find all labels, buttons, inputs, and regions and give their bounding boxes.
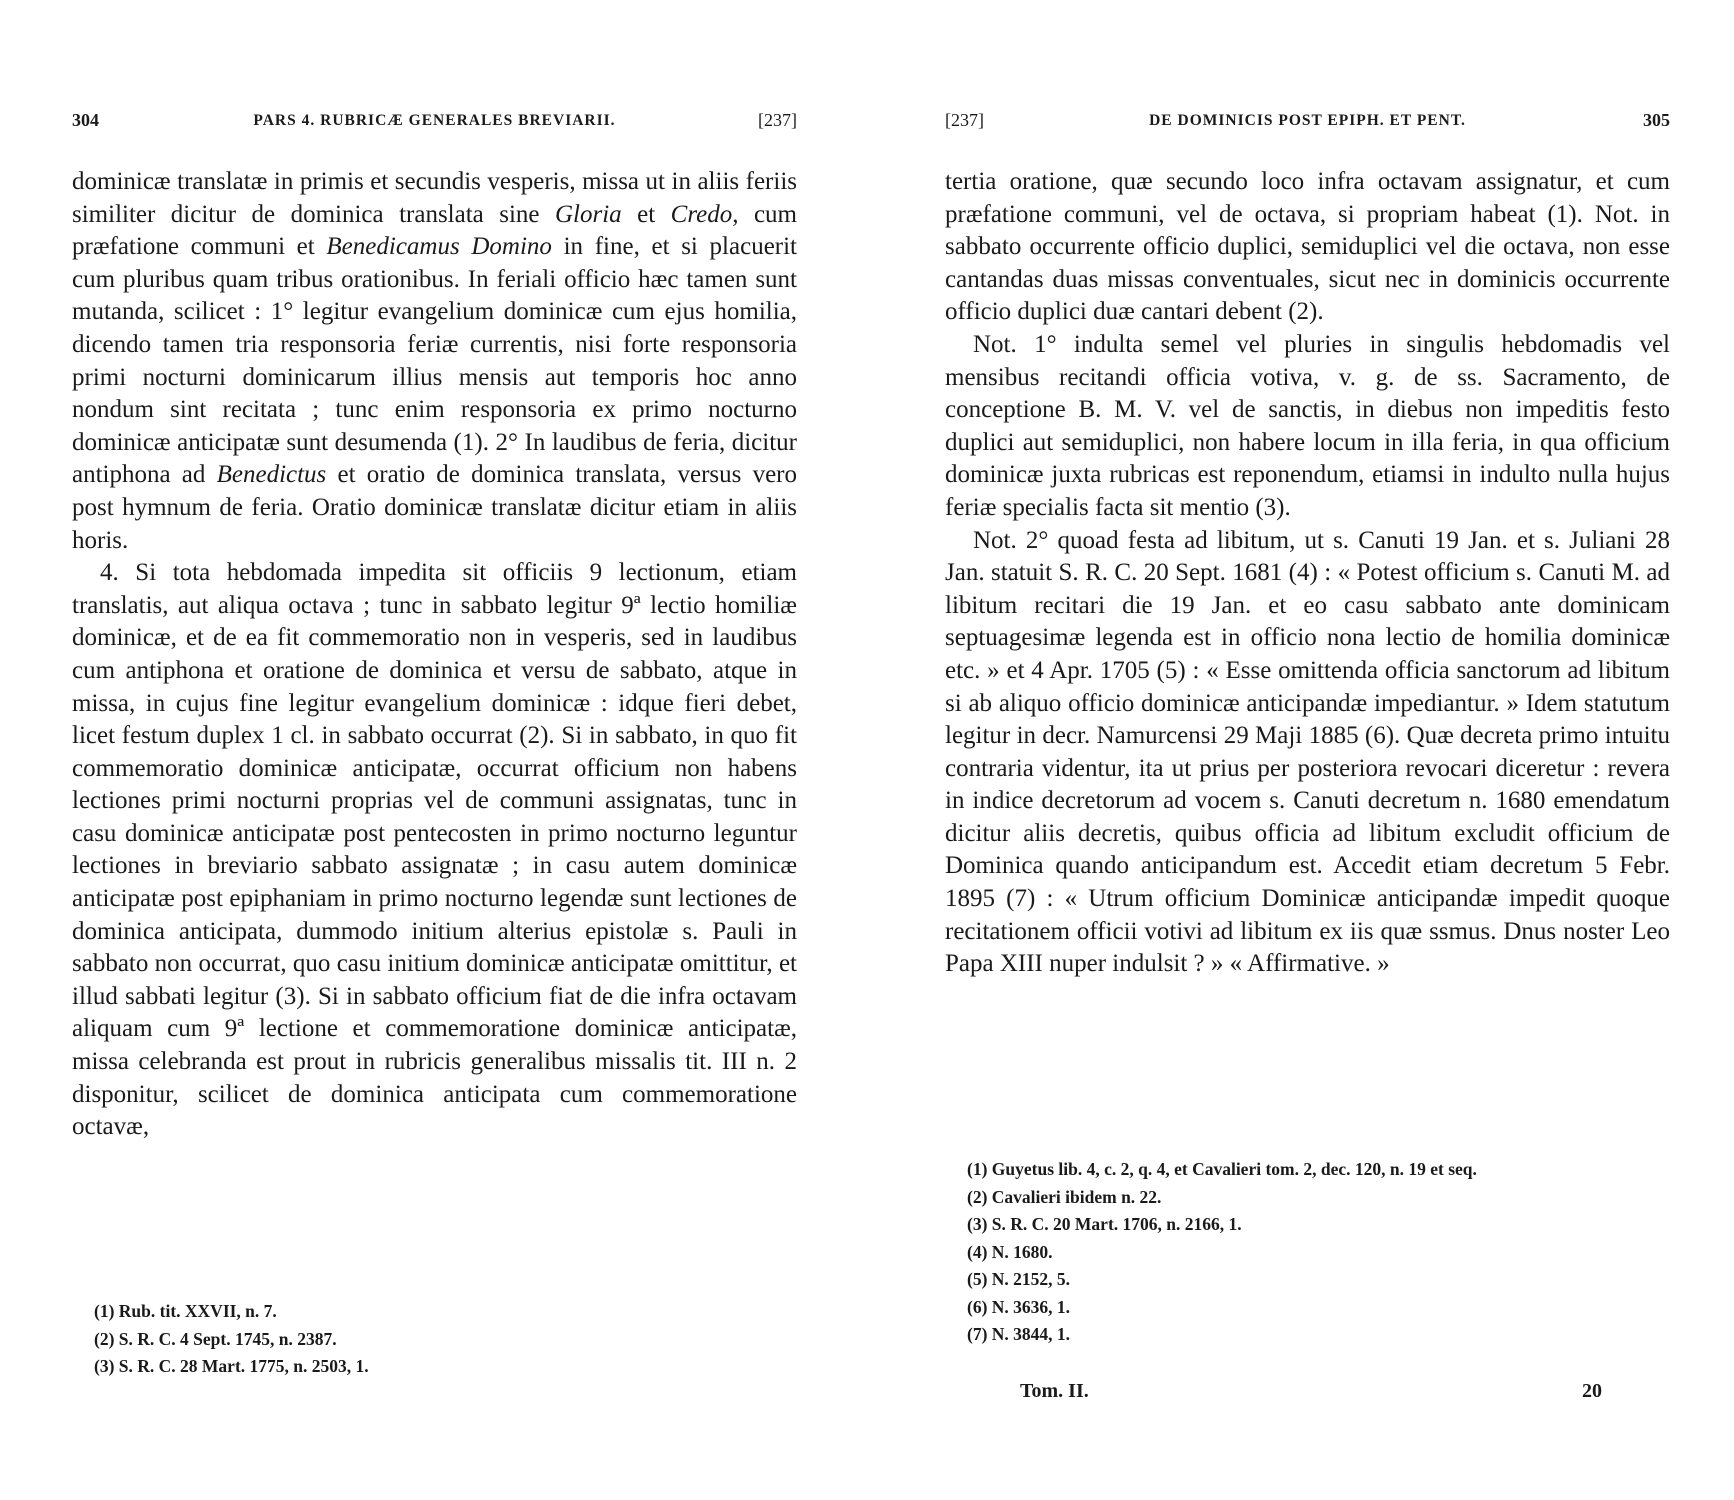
left-body-text <box>72 166 797 1144</box>
paragraph <box>945 329 1670 525</box>
paragraph <box>72 557 797 1144</box>
right-running-title: DE DOMINICIS POST EPIPH. ET PENT. <box>1149 112 1466 129</box>
text-run: tertia oratione, quæ secundo loco infra octavam assignatur, et cum præfatione communi, vel de octava, si propriam habeat (1). Not. in sabbato occurrente officio duplici, semiduplici vel die octava, non esse cantandas duas missas conventuales, sicut nec in dominicis occurrente officio duplici duæ cantari debent (2). <box>945 168 1670 326</box>
right-body-text <box>945 166 1670 981</box>
text-run: Not. 1° indulta semel vel pluries in singulis hebdomadis vel mensibus recitandi officia votiva, v. g. de ss. Sacramento, de conceptione B. M. V. vel de sanctis, in diebus non impeditis festo duplici aut semiduplici, non habere locum in illa feria, in qua officium dominicæ juxta rubricas est reponendum, etiamsi in indulto nulla hujus feriæ specialis facta sit mentio (3). <box>945 330 1670 521</box>
footnote: (4) N. 1680. <box>967 1241 1053 1262</box>
footnote: (6) N. 3636, 1. <box>967 1296 1071 1317</box>
italic-text: Benedictus <box>216 461 327 489</box>
left-section-number: [237] <box>758 110 797 130</box>
text-run: et <box>621 200 671 228</box>
text-run: Not. 2° quoad festa ad libitum, ut s. Canuti 19 Jan. et s. Juliani 28 Jan. statuit S. R. C. 20 Sept. 1681 (4) : « Potest officium s. Canuti M. ad libitum recitari die 19 Jan. et eo casu sabbato ante dominicam septuagesimæ legenda est in officio nona lectio de homilia dominicæ etc. » et 4 Apr. 1705 (5) : « Esse omittenda officia sanctorum ad libitum si ab aliquo officio dominicæ anticipandæ impediantur. » Idem statutum legitur in decr. Namurcensi 29 Maji 1885 (6). Quæ decreta primo intuitu contraria videntur, ita ut prius per posteriora revocari diceretur : revera in indice decretorum ad vocem s. Canuti decretum n. 1680 emendatum dicitur aliis decretis, quibus officia ad libitum excludit officium de Dominica quando anticipandum est. Accedit etiam decretum 5 Febr. 1895 (7) : « Utrum officium Dominicæ anticipandæ impedit quoque recitationem officii votivi ad libitum ex iis quæ ssmus. Dnus noster Leo Papa XIII nuper indulsit ? » « Affirmative. » <box>945 526 1670 978</box>
text-run: cum præfatione communi et <box>72 200 797 261</box>
italic-text: Credo, <box>670 200 739 228</box>
text-run: et oratio de dominica translata, versus vero post hymnum de feria. Oratio dominicæ translatæ dicitur etiam in aliis horis. <box>72 461 797 554</box>
right-footnotes <box>967 1156 1670 1349</box>
italic-text: Gloria <box>554 200 622 228</box>
gathering-number: 20 <box>1582 1380 1602 1402</box>
text-run: 4. Si tota hebdomada impedita sit officiis 9 lectionum, etiam translatis, aut aliqua octava ; tunc in sabbato legitur 9ª lectio homiliæ dominicæ, et de ea fit commemoratio non in vesperis, sed in laudibus cum antiphona et oratione de dominica et versu de sabbato, atque in missa, in cujus fine legitur evangelium dominicæ : idque fieri debet, licet festum duplex 1 cl. in sabbato occurrat (2). Si in sabbato, in quo fit commemoratio dominicæ anticipatæ, occurrat officium non habens lectiones primi nocturni proprias vel de communi assignatas, tunc in casu dominicæ anticipatæ post pentecosten in primo nocturno leguntur lectiones in breviario sabbato assignatæ ; in casu autem dominicæ anticipatæ post epiphaniam in primo nocturno legendæ sunt lectiones de dominica anticipata, dummodo initium alterius epistolæ s. Pauli in sabbato non occurrat, quo casu initium dominicæ anticipatæ omittitur, et illud sabbati legitur (3). Si in sabbato officium fiat de die infra octavam aliquam cum 9ª lectione et commemoratione dominicæ anticipatæ, missa celebranda est prout in rubricis generalibus missalis tit. III n. 2 disponitur, scilicet de dominica anticipata cum commemoratione octavæ, <box>72 559 797 1141</box>
footnote: (5) N. 2152, 5. <box>967 1269 1071 1289</box>
left-page-number: 304 <box>72 110 99 130</box>
left-footnotes <box>94 1298 797 1381</box>
text-run: in fine, et si placuerit cum pluribus quam tribus orationibus. In feriali officio hæc tamen sunt mutanda, scilicet : 1° legitur evangelium dominicæ cum ejus homilia, dicendo tamen tria responsoria feriæ currentis, nisi forte responsoria primi nocturni dominicarum illius mensis aut temporis hoc anno nondum sint recitata ; tunc enim responsoria ex primo nocturno dominicæ anticipatæ sunt desumenda (1). 2° In laudibus de feria, dicitur antiphona ad <box>72 233 798 489</box>
left-running-head <box>72 110 797 140</box>
footnote: (3) S. R. C. 28 Mart. 1775, n. 2503, 1. <box>94 1356 369 1376</box>
right-page-number: 305 <box>1643 110 1670 130</box>
footnote: (2) Cavalieri ibidem n. 22. <box>967 1186 1162 1207</box>
text-run: dominicæ translatæ in primis et secundis vesperis, missa ut in aliis feriis similiter dicitur de dominica translata sine <box>72 168 797 228</box>
right-section-number: [237] <box>945 110 984 130</box>
right-page-footer <box>945 1380 1670 1410</box>
left-running-title: PARS 4. RUBRICÆ GENERALES BREVIARII. <box>253 112 616 129</box>
footnote: (2) S. R. C. 4 Sept. 1745, n. 2387. <box>94 1328 337 1349</box>
italic-text: Benedicamus Domino <box>326 233 552 261</box>
footnote: (1) Rub. tit. XXVII, n. 7. <box>94 1301 277 1321</box>
paragraph <box>72 166 797 557</box>
volume-signature: Tom. II. <box>1020 1380 1089 1402</box>
footnote: (7) N. 3844, 1. <box>967 1324 1071 1344</box>
paragraph <box>945 525 1670 981</box>
paragraph <box>945 166 1670 329</box>
footnote: (3) S. R. C. 20 Mart. 1706, n. 2166, 1. <box>967 1214 1242 1234</box>
right-running-head <box>945 110 1670 140</box>
footnote: (1) Guyetus lib. 4, c. 2, q. 4, et Cavalieri tom. 2, dec. 120, n. 19 et seq. <box>967 1159 1477 1179</box>
